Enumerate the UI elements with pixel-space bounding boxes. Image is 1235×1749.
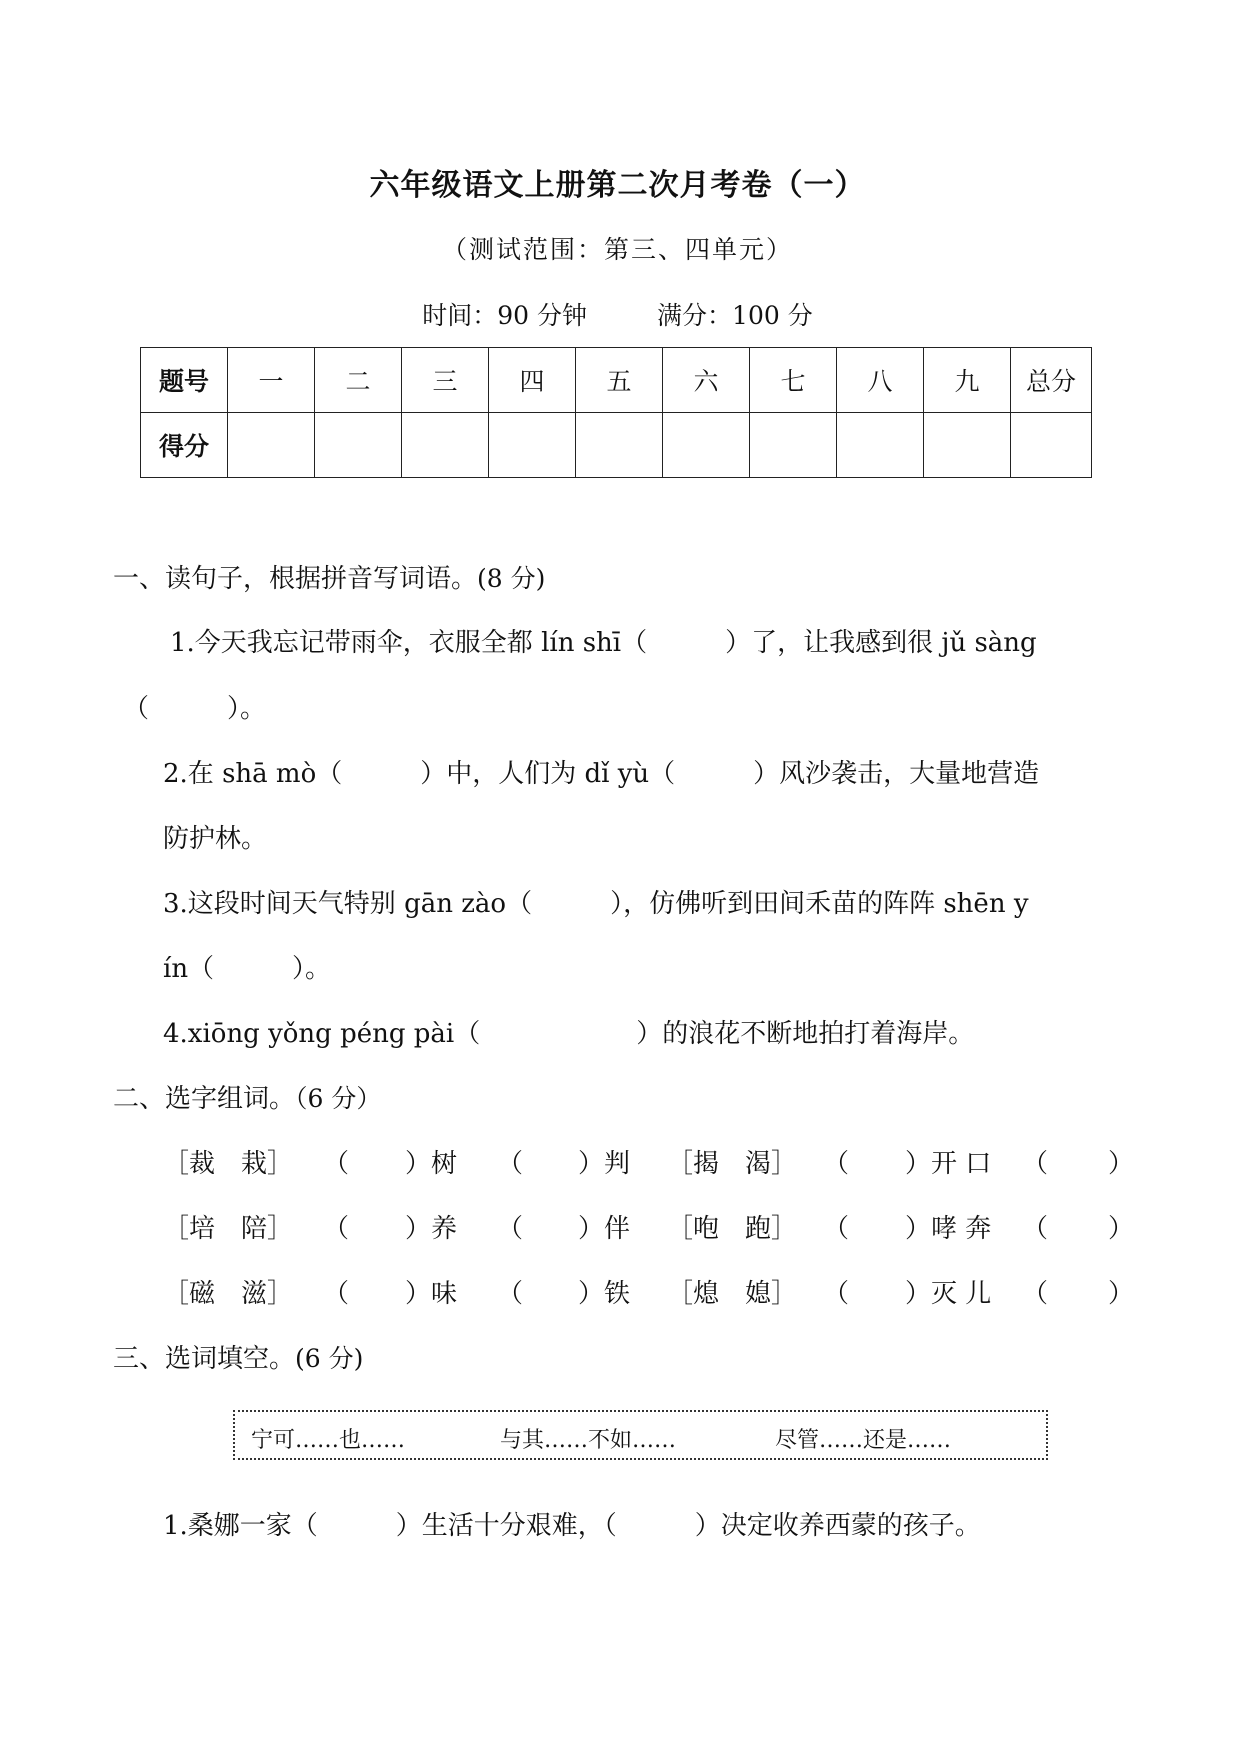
blank-close: ） — [1108, 1214, 1135, 1244]
score-table-row-label: 题号 — [141, 348, 228, 413]
score-cell[interactable] — [1011, 413, 1092, 478]
score-table-row-label: 得分 — [141, 413, 228, 478]
section-1-points: (8 分) — [477, 564, 546, 593]
char-pair: ［咆 跑］ — [667, 1214, 798, 1244]
page-title: 六年级语文上册第二次月考卷（一） — [369, 168, 866, 203]
score-table-col: 四 — [489, 348, 576, 413]
score-cell[interactable] — [489, 413, 576, 478]
question-1-3-line2: ín（ ）。 — [163, 954, 332, 984]
char-pair: ［揭 渴］ — [667, 1149, 798, 1179]
section-3-heading — [113, 1338, 363, 1375]
word-options-box — [233, 1410, 1048, 1460]
blank-close-word: ）判 — [578, 1149, 631, 1179]
blank-close-word: ）开 口 — [905, 1149, 992, 1179]
char-pair: ［磁 滋］ — [163, 1279, 294, 1309]
blank-open: （ — [823, 1149, 850, 1179]
page-subtitle: （测试范围：第三、四单元） — [441, 235, 793, 264]
exam-info — [0, 296, 1235, 332]
blank-close-word: ）伴 — [578, 1214, 631, 1244]
exam-full-score: 满分：100 分 — [657, 301, 813, 330]
char-pair: ［熄 媳］ — [667, 1279, 798, 1309]
score-table-col: 总分 — [1011, 348, 1092, 413]
blank-close-word: ）哮 奔 — [905, 1214, 992, 1244]
score-cell[interactable] — [837, 413, 924, 478]
section-2-points: （6 分） — [295, 1084, 382, 1113]
blank-open: （ — [823, 1279, 850, 1309]
word-option: 与其……不如…… — [500, 1428, 677, 1453]
blank-open: （ — [323, 1149, 350, 1179]
blank-close: ） — [1108, 1149, 1135, 1179]
question-1-2-line1: 2.在 shā mò（ ）中，人们为 dǐ yù（ ）风沙袭击，大量地营造 — [163, 759, 1040, 789]
score-cell[interactable] — [924, 413, 1011, 478]
section-3-points: (6 分) — [295, 1344, 364, 1373]
blank-open: （ — [1022, 1214, 1049, 1244]
score-table-col: 一 — [228, 348, 315, 413]
blank-open: （ — [1022, 1149, 1049, 1179]
blank-open: （ — [497, 1279, 524, 1309]
score-cell[interactable] — [576, 413, 663, 478]
blank-close-word: ）铁 — [578, 1279, 631, 1309]
blank-close-word: ）养 — [405, 1214, 458, 1244]
word-option: 宁可……也…… — [251, 1428, 406, 1453]
blank-close-word: ）味 — [405, 1279, 458, 1309]
blank-open: （ — [323, 1279, 350, 1309]
question-1-2-line2: 防护林。 — [163, 824, 268, 854]
blank-close-word: ）树 — [405, 1149, 458, 1179]
blank-open: （ — [323, 1214, 350, 1244]
score-table-col: 二 — [315, 348, 402, 413]
blank-open: （ — [497, 1149, 524, 1179]
score-cell[interactable] — [315, 413, 402, 478]
question-1-3-line1: 3.这段时间天气特别 gān zào（ ），仿佛听到田间禾苗的阵阵 shēn y — [163, 889, 1029, 919]
score-table-col: 六 — [663, 348, 750, 413]
question-1-4: 4.xiōng yǒng péng pài（ ）的浪花不断地拍打着海岸。 — [163, 1019, 975, 1049]
question-1-1-line1: 1.今天我忘记带雨伞，衣服全都 lín shī（ ）了，让我感到很 jǔ sàng — [170, 628, 1037, 658]
score-table-col: 三 — [402, 348, 489, 413]
question-3-1: 1.桑娜一家（ ）生活十分艰难，（ ）决定收养西蒙的孩子。 — [163, 1511, 981, 1541]
section-1-title: 一、读句子，根据拼音写词语。 — [113, 564, 478, 594]
blank-close: ） — [1108, 1279, 1135, 1309]
score-cell[interactable] — [228, 413, 315, 478]
score-table-col: 五 — [576, 348, 663, 413]
blank-open: （ — [497, 1214, 524, 1244]
section-2-heading — [113, 1078, 381, 1115]
blank-close-word: ）灭 儿 — [905, 1279, 992, 1309]
score-table — [140, 347, 1092, 478]
score-table-col: 八 — [837, 348, 924, 413]
score-cell[interactable] — [663, 413, 750, 478]
score-table-header-row — [141, 348, 1092, 413]
score-table-col: 七 — [750, 348, 837, 413]
score-cell[interactable] — [750, 413, 837, 478]
char-pair: ［培 陪］ — [163, 1214, 294, 1244]
section-3-title: 三、选词填空。 — [113, 1344, 296, 1374]
exam-time: 时间：90 分钟 — [422, 301, 588, 330]
question-1-1-line2: （ ）。 — [123, 694, 267, 724]
score-table-col: 九 — [924, 348, 1011, 413]
section-1-heading — [113, 558, 545, 595]
blank-open: （ — [823, 1214, 850, 1244]
char-pair: ［裁 栽］ — [163, 1149, 294, 1179]
blank-open: （ — [1022, 1279, 1049, 1309]
score-table-score-row — [141, 413, 1092, 478]
word-option: 尽管……还是…… — [775, 1428, 952, 1453]
section-2-title: 二、选字组词。 — [113, 1084, 296, 1114]
score-cell[interactable] — [402, 413, 489, 478]
